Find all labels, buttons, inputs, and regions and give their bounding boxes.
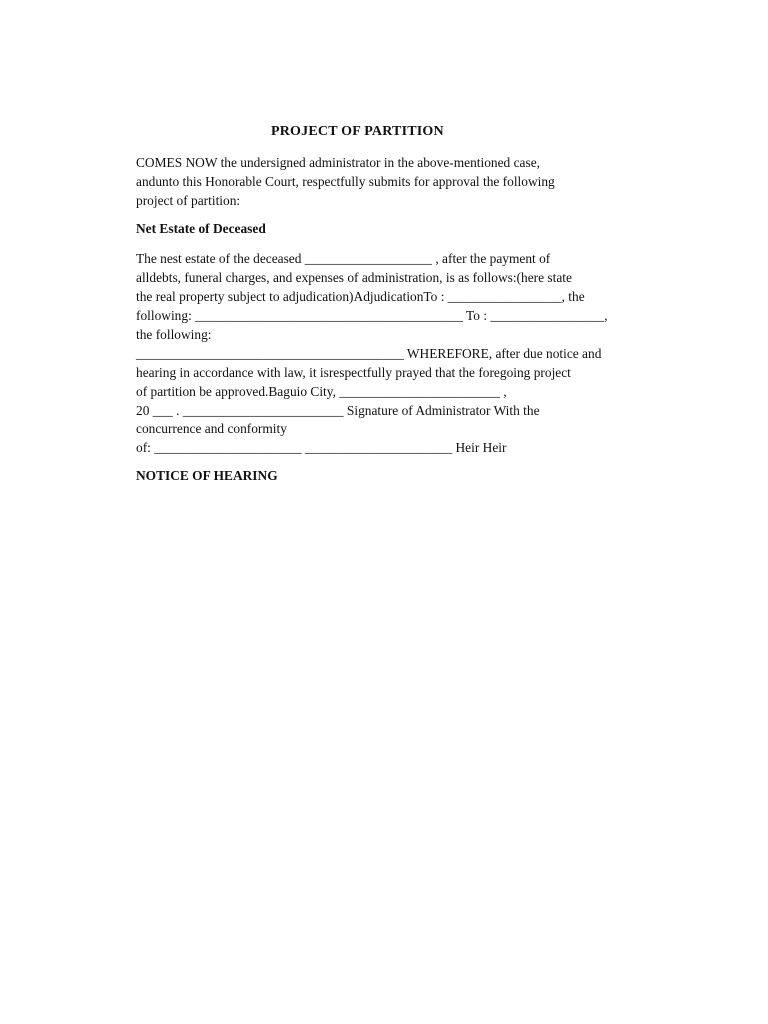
intro-line-3: project of partition: [136,193,241,208]
body-line-4: following: ________________________________________ To : _________________, [136,308,608,323]
section-heading-net-estate: Net Estate of Deceased [136,221,266,236]
body-line-9: 20 ___ . ________________________ Signature of Administrator With the [136,403,540,418]
body-line-7: hearing in accordance with law, it isrespectfully prayed that the foregoing project [136,365,571,380]
body-line-10: concurrence and conformity [136,421,287,436]
body-line-8: of partition be approved.Baguio City, ________________________ , [136,384,507,399]
body-line-3: the real property subject to adjudication)AdjudicationTo : _________________, the [136,289,585,304]
section-heading-notice-of-hearing: NOTICE OF HEARING [136,468,278,483]
body-line-6: ________________________________________ WHEREFORE, after due notice and [136,346,602,361]
body-line-5: the following: [136,327,212,342]
intro-line-2: andunto this Honorable Court, respectfully submits for approval the following [136,174,555,189]
body-line-1: The nest estate of the deceased ___________________ , after the payment of [136,251,551,266]
body-line-11: of: ______________________ ______________________ Heir Heir [136,440,507,455]
intro-line-1: COMES NOW the undersigned administrator in the above-mentioned case, [136,155,540,170]
body-line-2: alldebts, funeral charges, and expenses of administration, is as follows:(here state [136,270,572,285]
document-title: PROJECT OF PARTITION [271,124,444,139]
